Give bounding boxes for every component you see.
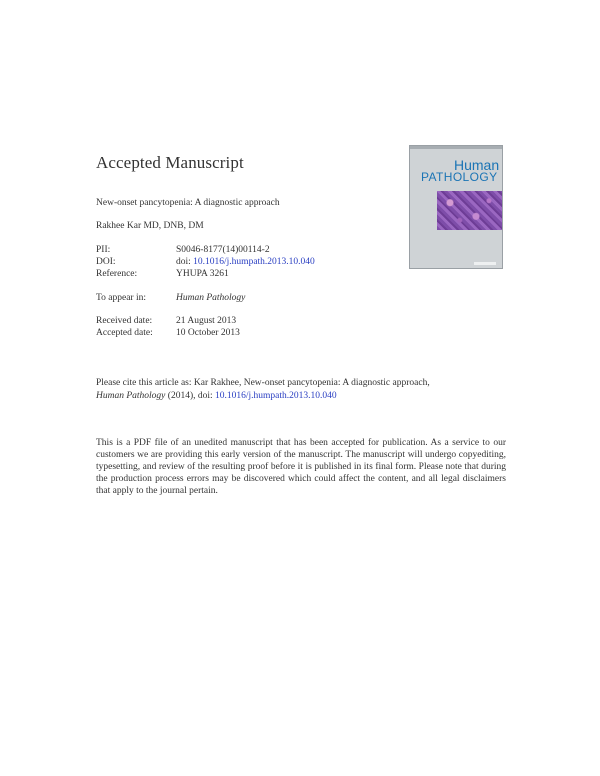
reference-value: YHUPA 3261 bbox=[176, 269, 229, 279]
reference-label: Reference: bbox=[96, 269, 138, 279]
doi-value bbox=[176, 256, 315, 268]
author-line: Rakhee Kar MD, DNB, DM bbox=[96, 221, 204, 231]
doi-prefix: doi: bbox=[176, 257, 191, 267]
journal-cover bbox=[409, 145, 503, 269]
citation-block bbox=[96, 377, 506, 403]
article-title: New-onset pancytopenia: A diagnostic approach bbox=[96, 198, 280, 208]
cover-top-bar bbox=[410, 146, 502, 149]
citation-year-doi: (2014), doi: bbox=[167, 391, 213, 401]
cover-brand-human: Human bbox=[454, 157, 500, 173]
citation-doi-link[interactable]: 10.1016/j.humpath.2013.10.040 bbox=[215, 391, 337, 401]
cover-footer-label bbox=[474, 262, 496, 265]
pii-label: PII: bbox=[96, 245, 111, 255]
citation-journal: Human Pathology bbox=[96, 391, 166, 401]
doi-label: DOI: bbox=[96, 257, 116, 267]
cover-brand-pathology: PATHOLOGY bbox=[421, 170, 498, 184]
appear-value: Human Pathology bbox=[176, 293, 246, 303]
pii-value: S0046-8177(14)00114-2 bbox=[176, 245, 270, 255]
doi-link[interactable]: 10.1016/j.humpath.2013.10.040 bbox=[193, 257, 315, 267]
accepted-label: Accepted date: bbox=[96, 328, 153, 338]
cover-histology-image bbox=[437, 191, 502, 230]
appear-label: To appear in: bbox=[96, 293, 146, 303]
received-value: 21 August 2013 bbox=[176, 316, 237, 326]
page-title: Accepted Manuscript bbox=[96, 153, 244, 172]
accepted-value: 10 October 2013 bbox=[176, 328, 240, 338]
citation-prefix: Please cite this article as: Kar Rakhee, New-onset pancytopenia: A diagnostic approach, bbox=[96, 378, 430, 388]
received-label: Received date: bbox=[96, 316, 153, 326]
manuscript-notice: This is a PDF file of an unedited manuscript that has been accepted for publication. As a service to our customers we are providing this early version of the manuscript. The manuscript will undergo copyediting, typesetting, and review of the resulting proof before it is published in its final form. Please note that during the production process errors may be discovered which could affect the content, and all legal disclaimers that apply to the journal pertain. bbox=[96, 438, 506, 496]
